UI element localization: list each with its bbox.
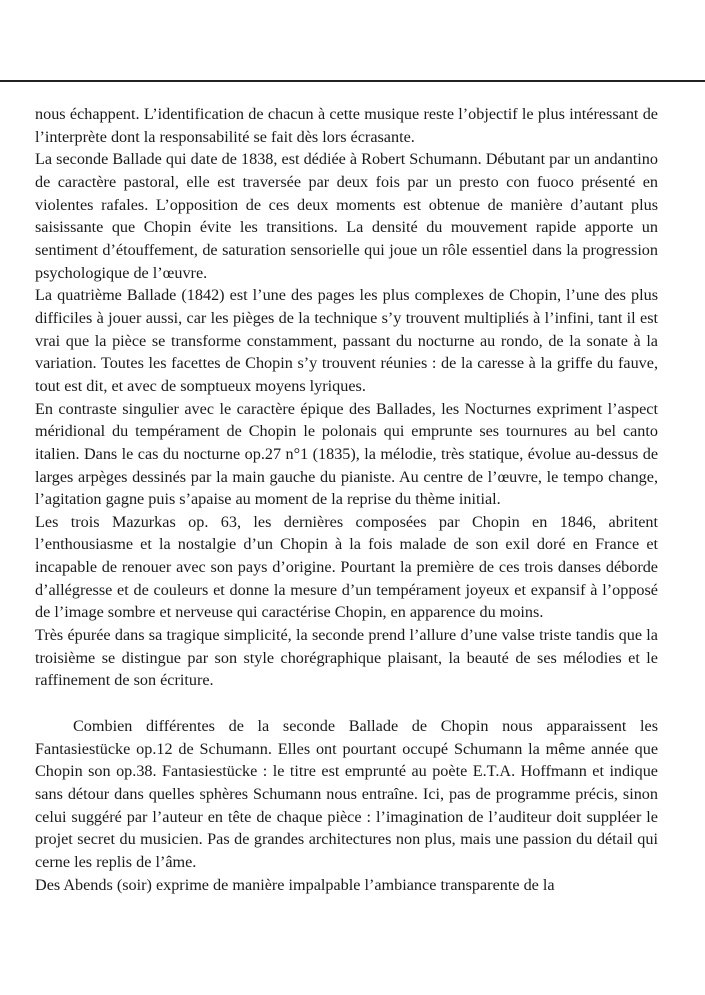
paragraph-3: La quatrième Ballade (1842) est l’une des pages les plus complexes de Chopin, l’une des plus difficiles à jouer aussi, car les pièges de la technique s’y trouvent multipliés à l’infini, tant il est vrai que la pièce se transforme constamment, passant du nocturne au rondo, de la sonate à la variation. Toutes les facettes de Chopin s’y trouvent réunies : de la caresse à la griffe du fauve, tout est dit, et avec de somptueux moyens lyriques. [35,286,658,395]
paragraph-1: nous échappent. L’identification de chacun à cette musique reste l’objectif le plus intéressant de l’interprète dont la responsabilité se fait dès lors écrasante. [35,105,658,146]
paragraph-4: En contraste singulier avec le caractère épique des Ballades, les Nocturnes expriment l’aspect méridional du tempérament de Chopin le polonais qui emprunte ses tournures au bel canto italien. Dans le cas du nocturne op.27 n°1 (1835), la mélodie, très statique, évolue au-dessus de larges arpèges dessinés par la main gauche du pianiste. Au centre de l’œuvre, le tempo change, l’agitation gagne puis s’apaise au moment de la reprise du thème initial. [35,399,658,509]
header-rule [0,80,705,82]
paragraph-6: Très épurée dans sa tragique simplicité, la seconde prend l’allure d’une valse triste tandis que la troisième se distingue par son style chorégraphique plaisant, la beauté de ses mélodies et le raffinement de son écriture. [35,626,658,690]
paragraph-8: Des Abends (soir) exprime de manière impalpable l’ambiance transparente de la [35,875,555,894]
paragraph-2: La seconde Ballade qui date de 1838, est dédiée à Robert Schumann. Débutant par un andantino de caractère pastoral, elle est traversée par deux fois par un presto con fuoco présenté en violentes rafales. L’opposition de ces deux moments est obtenue de manière d’autant plus saisissante que Chopin évite les transitions. La densité du mouvement rapide apporte un sentiment d’étouffement, de saturation sensorielle qui joue un rôle essentiel dans la progression psychologique de l’œuvre. [35,150,658,282]
paragraph-5: Les trois Mazurkas op. 63, les dernières composées par Chopin en 1846, abritent l’enthousiasme et la nostalgie d’un Chopin à la fois malade de son exil doré en France et incapable de renouer avec son pays d’origine. Pourtant la première de ces trois danses déborde d’allégresse et de couleurs et donne la mesure d’un tempérament joyeux et expansif à l’opposé de l’image sombre et nerveuse qui caractérise Chopin, en apparence du moins. [35,512,658,622]
paragraph-7: Combien différentes de la seconde Ballade de Chopin nous apparaissent les Fantasiestücke op.12 de Schumann. Elles ont pourtant occupé Schumann la même année que Chopin son op.38. Fantasiestücke : le titre est emprunté au poète E.T.A. Hoffmann et indique sans détour dans quelles sphères Schumann nous entraîne. Ici, pas de programme précis, sinon celui suggéré par l’auteur en tête de chaque pièce : l’imagination de l’auditeur doit suppléer le projet secret du musicien. Pas de grandes architectures non plus, mais une passion du détail qui cerne les replis de l’âme. [35,717,658,871]
body-text [35,103,658,896]
